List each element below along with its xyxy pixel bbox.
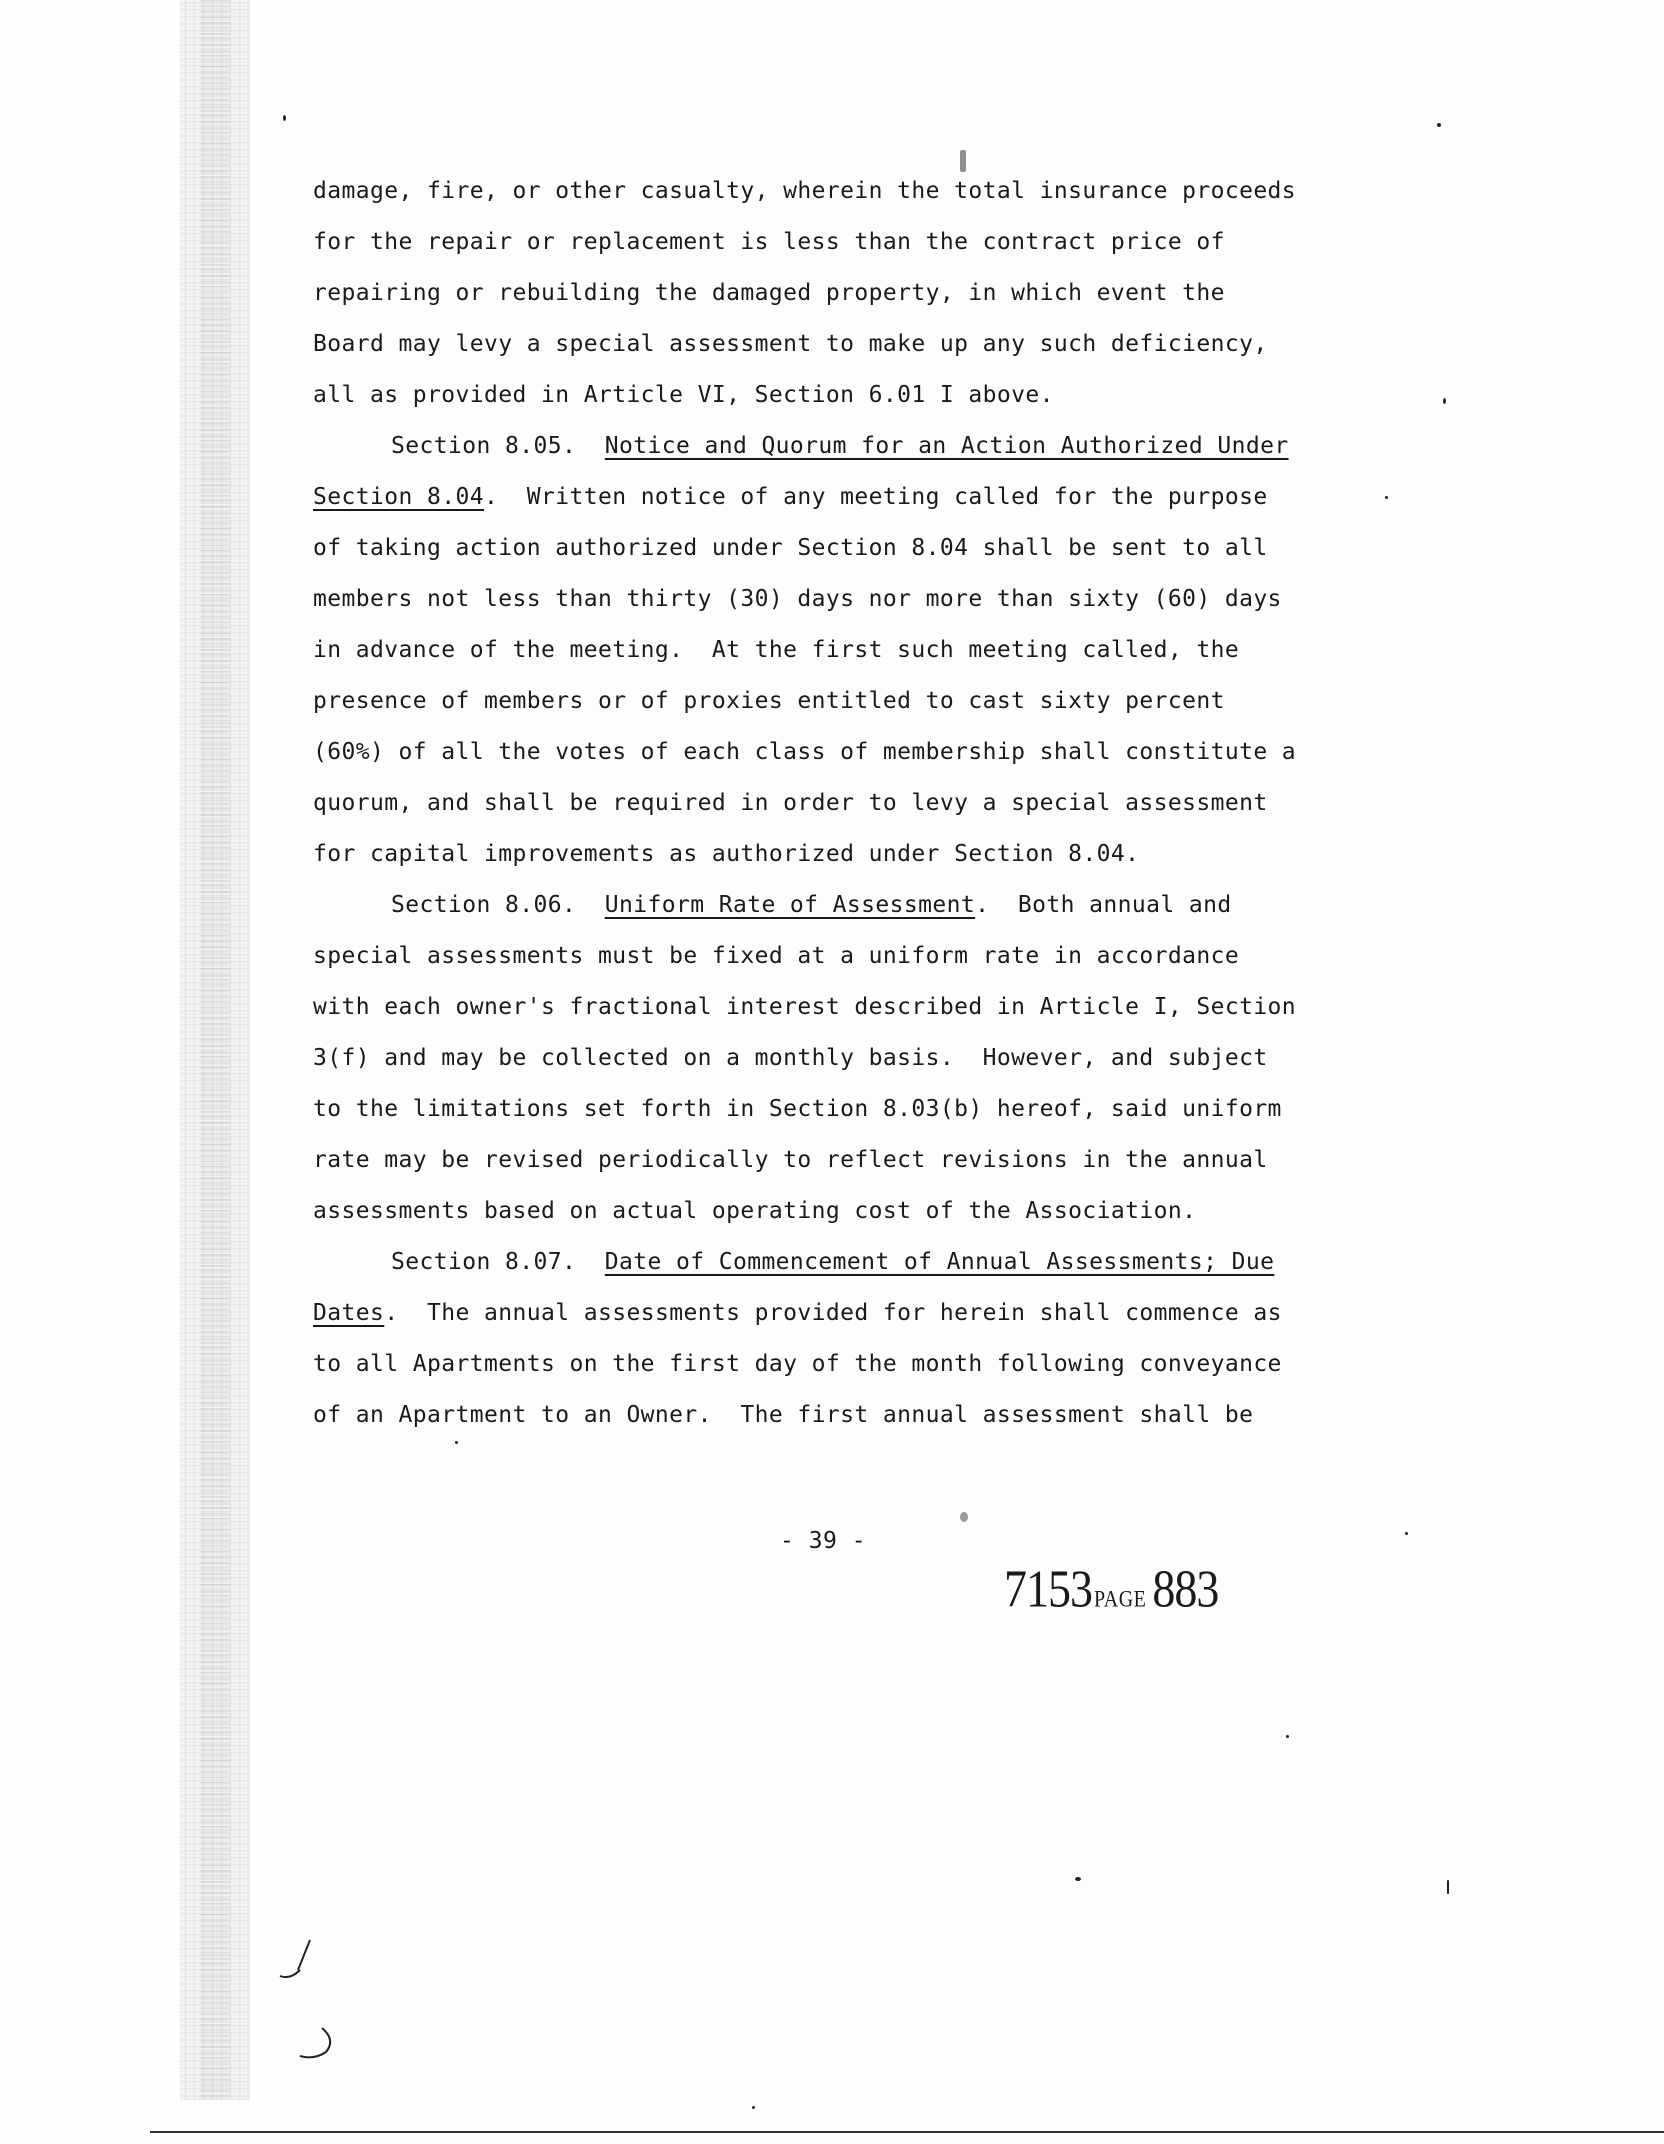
text-line: to all Apartments on the first day of the month following conveyance — [313, 1351, 1282, 1377]
text-line: quorum, and shall be required in order to levy a special assessment — [313, 790, 1268, 816]
book-page-label: PAGE — [1094, 1586, 1147, 1613]
text-line: repairing or rebuilding the damaged property, in which event the — [313, 280, 1225, 306]
text-line: of an Apartment to an Owner. The first annual assessment shall be — [313, 1402, 1254, 1428]
text-fragment: . Both annual and — [975, 892, 1232, 918]
text-fragment: . The annual assessments provided for herein shall commence as — [384, 1300, 1282, 1326]
section-heading: Uniform Rate of Assessment — [604, 892, 976, 918]
text-line: for capital improvements as authorized under Section 8.04. — [313, 841, 1140, 867]
scan-speck — [283, 115, 286, 121]
section-heading: Notice and Quorum for an Action Authorized Under — [604, 433, 1289, 459]
scan-speck — [1405, 1532, 1408, 1535]
section-8-06-heading-line — [313, 880, 1373, 931]
text-line: special assessments must be fixed at a uniform rate in accordance — [313, 943, 1240, 969]
text-line: for the repair or replacement is less than the contract price of — [313, 229, 1225, 255]
text-line: (60%) of all the votes of each class of membership shall constitute a — [313, 739, 1297, 765]
section-heading-continued: Dates — [313, 1300, 385, 1326]
text-fragment: . Written notice of any meeting called for the purpose — [483, 484, 1268, 510]
book-page-number: 883 — [1152, 1559, 1219, 1618]
scan-speck — [752, 2106, 755, 2109]
scan-speck — [1447, 1880, 1449, 1894]
section-heading: Date of Commencement of Annual Assessments; Due — [604, 1249, 1275, 1275]
section-label: Section 8.07. — [391, 1249, 577, 1275]
text-line: of taking action authorized under Section 8.04 shall be sent to all — [313, 535, 1268, 561]
section-heading-continued: Section 8.04 — [313, 484, 484, 510]
scan-speck — [1443, 398, 1446, 404]
book-page-stamp — [1004, 1558, 1218, 1619]
scan-speck — [960, 150, 966, 172]
text-line: members not less than thirty (30) days nor more than sixty (60) days — [313, 586, 1282, 612]
section-label: Section 8.05. — [391, 433, 577, 459]
scan-edge-noise-inner — [200, 0, 230, 2100]
text-line: to the limitations set forth in Section 8.03(b) hereof, said uniform — [313, 1096, 1282, 1122]
scan-speck — [1437, 123, 1441, 127]
text-line: 3(f) and may be collected on a monthly basis. However, and subject — [313, 1045, 1268, 1071]
scan-speck — [455, 1441, 458, 1444]
section-8-05-heading-line — [313, 421, 1373, 472]
section-label: Section 8.06. — [391, 892, 577, 918]
text-line: presence of members or of proxies entitled to cast sixty percent — [313, 688, 1225, 714]
handwritten-mark — [270, 1880, 350, 2080]
text-line: assessments based on actual operating cost of the Association. — [313, 1198, 1197, 1224]
bottom-rule — [150, 2131, 1664, 2133]
page-number: - 39 - — [780, 1528, 867, 1554]
scan-speck — [1286, 1735, 1289, 1738]
text-line: all as provided in Article VI, Section 6.01 I above. — [313, 382, 1054, 408]
text-line: damage, fire, or other casualty, wherein the total insurance proceeds — [313, 178, 1297, 204]
text-line: with each owner's fractional interest described in Article I, Section — [313, 994, 1297, 1020]
section-8-07-heading-line — [313, 1237, 1373, 1288]
section-8-07-line — [313, 1288, 1373, 1339]
section-8-05-line — [313, 472, 1373, 523]
text-line: Board may levy a special assessment to make up any such deficiency, — [313, 331, 1268, 357]
text-line: in advance of the meeting. At the first such meeting called, the — [313, 637, 1240, 663]
document-body — [313, 166, 1373, 1441]
scan-speck — [960, 1512, 968, 1522]
book-number: 7153 — [1004, 1559, 1092, 1618]
scan-speck — [1075, 1877, 1081, 1881]
text-line: rate may be revised periodically to reflect revisions in the annual — [313, 1147, 1268, 1173]
scan-speck — [1385, 496, 1388, 499]
